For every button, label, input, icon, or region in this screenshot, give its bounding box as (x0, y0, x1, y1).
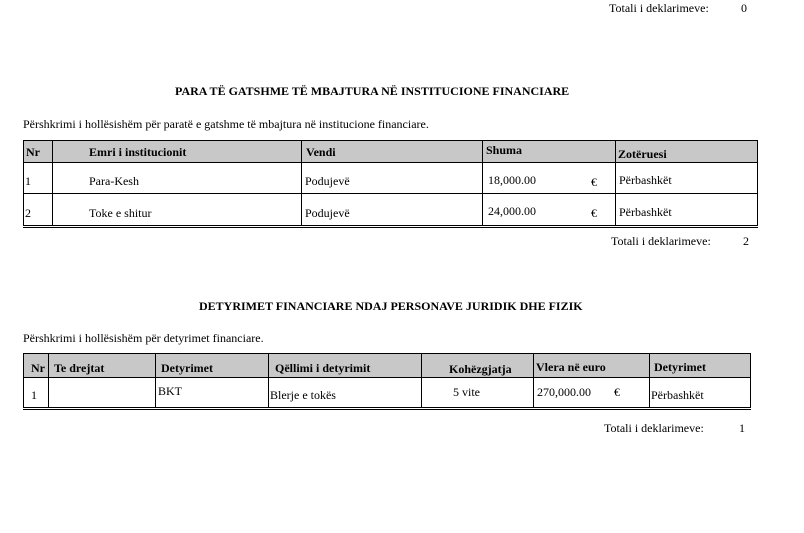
section1-total-label: Totali i deklarimeve: (611, 234, 711, 248)
header-nr: Nr (24, 141, 53, 163)
top-total-label: Totali i deklarimeve: (609, 1, 709, 15)
header-value: Vlera në euro (534, 354, 650, 378)
table-row (24, 163, 758, 194)
row-nr: 1 (25, 174, 31, 188)
cash-table (23, 140, 758, 228)
top-total-value: 0 (741, 1, 747, 15)
row-institution: Toke e shitur (89, 206, 152, 220)
row-institution: Para-Kesh (89, 174, 139, 188)
header-obligation: Detyrimet (650, 354, 751, 378)
section1-title: PARA TË GATSHME TË MBAJTURA NË INSTITUCIONE FINANCIARE (175, 84, 570, 98)
section2-total-label: Totali i deklarimeve: (604, 421, 704, 435)
row-value: 270,000.00 (537, 385, 591, 399)
header-owner: Zotëruesi (616, 141, 758, 163)
table-row (24, 378, 751, 409)
header-place: Vendi (302, 141, 483, 163)
row-amount: 18,000.00 (488, 173, 536, 187)
row-creditor: BKT (158, 384, 182, 398)
row-place: Podujevë (305, 206, 350, 220)
header-amount: Shuma (483, 141, 616, 163)
header-nr: Nr (24, 354, 49, 378)
header-rights: Te drejtat (49, 354, 156, 378)
row-nr: 2 (25, 206, 31, 220)
liabilities-table (23, 353, 751, 410)
header-duration: Kohëzgjatja (422, 354, 534, 378)
section2-total-value: 1 (739, 421, 745, 435)
row-nr: 1 (31, 388, 37, 402)
row-owner: Përbashkët (619, 205, 672, 219)
euro-icon: € (614, 385, 620, 399)
row-owner: Përbashkët (619, 173, 672, 187)
euro-icon: € (591, 206, 597, 220)
header-creditor: Detyrimet (156, 354, 269, 378)
row-obligation: Përbashkët (651, 388, 704, 402)
row-purpose: Blerje e tokës (270, 388, 336, 402)
row-place: Podujevë (305, 174, 350, 188)
row-amount: 24,000.00 (488, 204, 536, 218)
header-purpose: Qëllimi i detyrimit (269, 354, 422, 378)
euro-icon: € (591, 175, 597, 189)
header-institution: Emri i institucionit (53, 141, 302, 163)
section1-description: Përshkrimi i hollësishëm për paratë e gatshme të mbajtura në institucione financiare. (23, 117, 429, 131)
section2-description: Përshkrimi i hollësishëm për detyrimet financiare. (23, 331, 264, 345)
section1-total-value: 2 (743, 234, 749, 248)
table-row (24, 194, 758, 227)
row-duration: 5 vite (453, 385, 480, 399)
section2-title: DETYRIMET FINANCIARE NDAJ PERSONAVE JURIDIK DHE FIZIK (199, 299, 583, 313)
